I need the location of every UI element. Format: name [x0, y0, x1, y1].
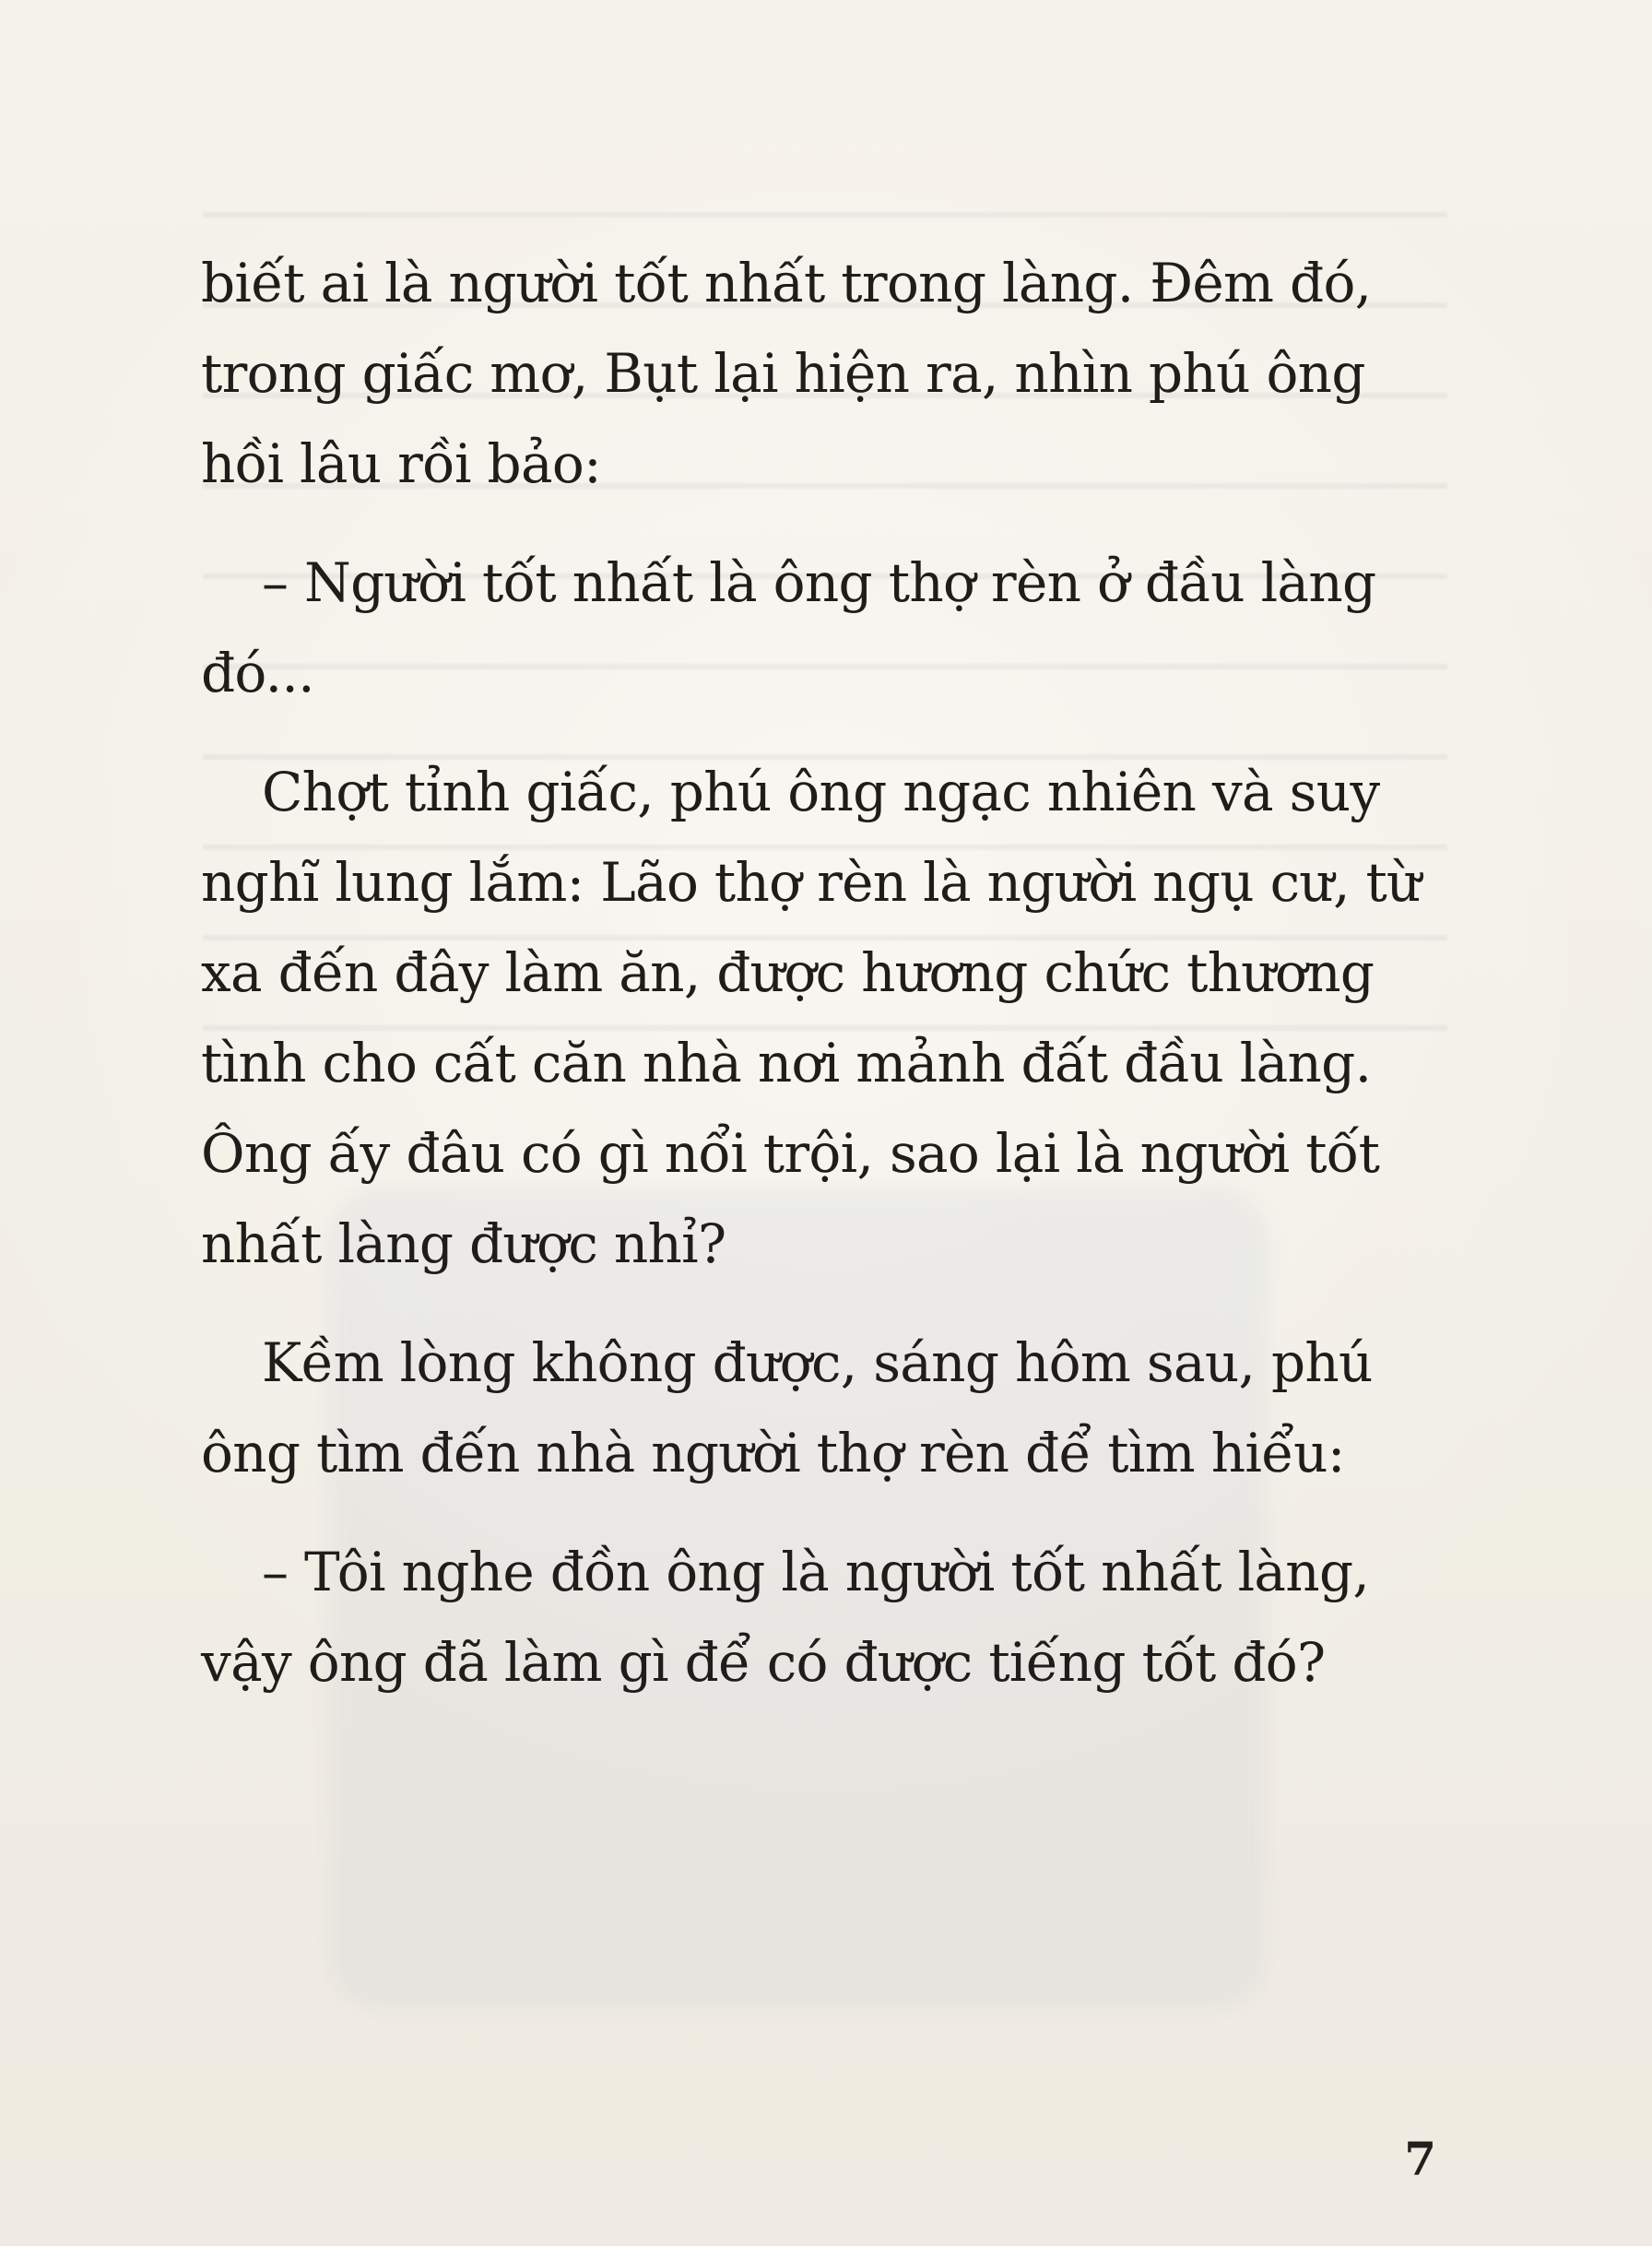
page-number: 7: [1404, 2132, 1436, 2186]
paragraph-2: – Người tốt nhất là ông thợ rèn ở đầu làng đó...: [201, 551, 1376, 704]
paragraph-5: – Tôi nghe đồn ông là người tốt nhất làng, vậy ông đã làm gì để có được tiếng tốt đó?: [201, 1541, 1370, 1694]
paragraph-3: Chợt tỉnh giấc, phú ông ngạc nhiên và suy nghĩ lung lắm: Lão thợ rèn là người ngụ cư, từ xa đến đây làm ăn, được hương chức thương tình cho cất căn nhà nơi mảnh đất đầu làng. Ông ấy đâu có gì nổi trội, sao lại là người tốt nhất làng được nhỉ?: [201, 761, 1421, 1275]
paragraph-1: biết ai là người tốt nhất trong làng. Đêm đó, trong giấc mơ, Bụt lại hiện ra, nhìn phú ông hồi lâu rồi bảo:: [201, 252, 1372, 495]
page-body: [201, 238, 1436, 1708]
paragraph-4: Kềm lòng không được, sáng hôm sau, phú ông tìm đến nhà người thợ rèn để tìm hiểu:: [201, 1331, 1373, 1484]
